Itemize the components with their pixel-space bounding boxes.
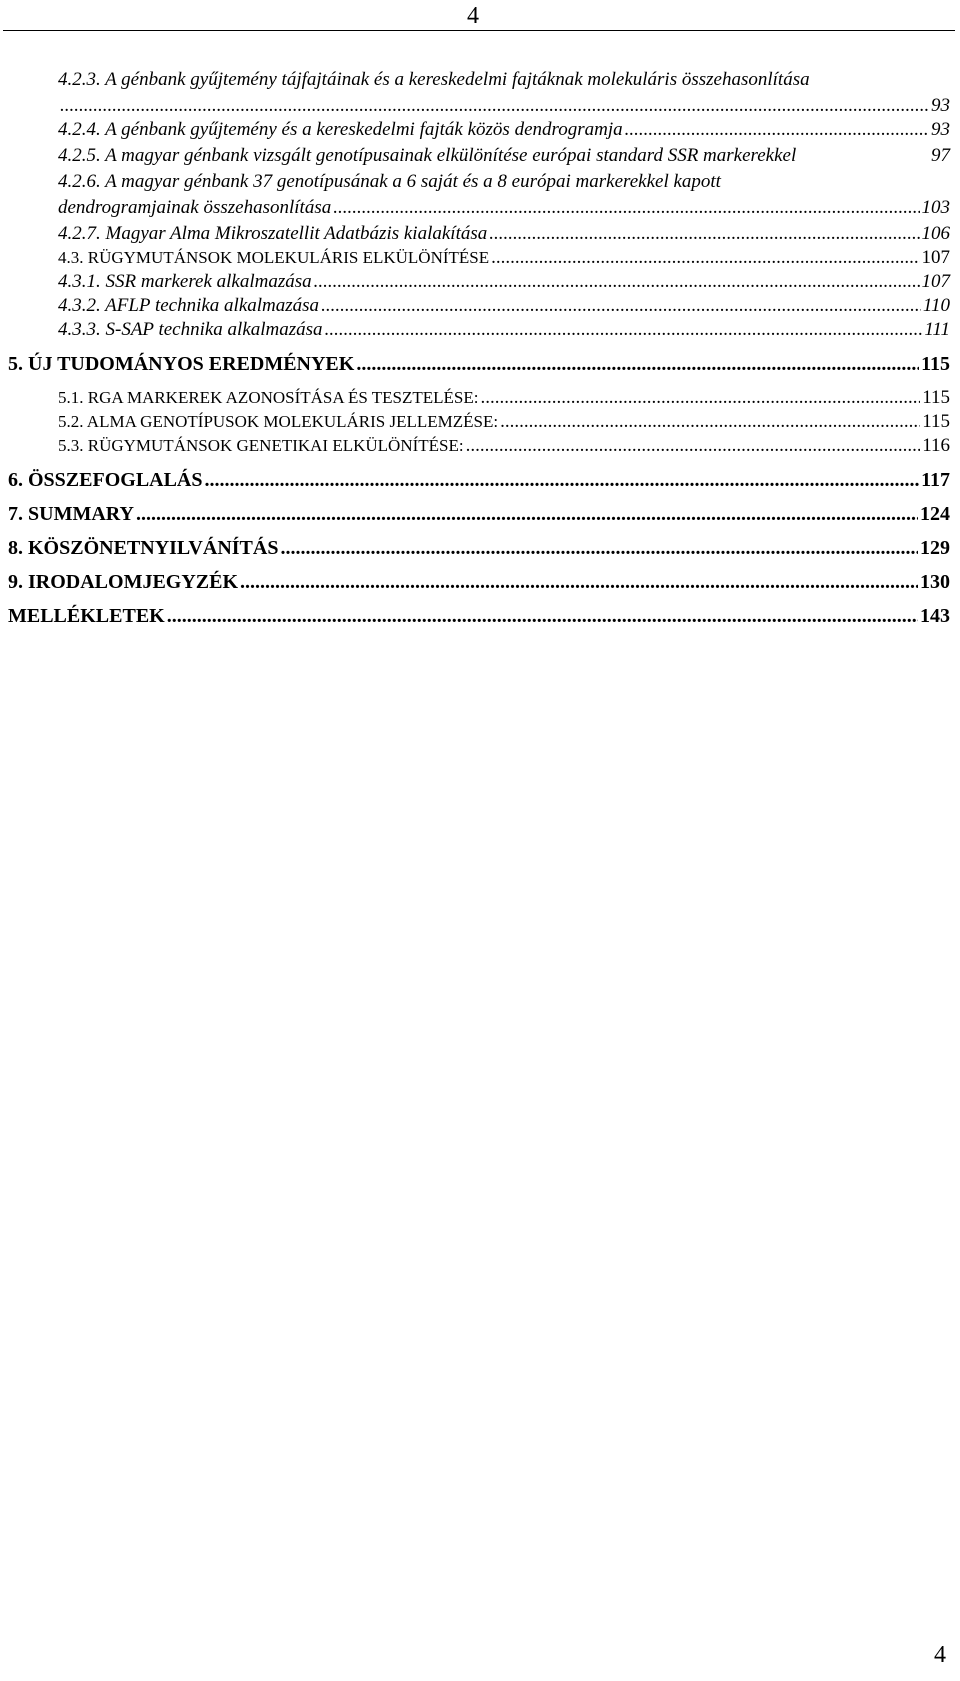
toc-page-number: 117	[921, 469, 950, 491]
toc-entry-label: 4.3. RÜGYMUTÁNSOK MOLEKULÁRIS ELKÜLÖNÍTÉSE	[58, 248, 490, 267]
toc-entry-label: 4.3.1. SSR markerek alkalmazása	[58, 271, 312, 292]
toc-entry-row	[8, 605, 950, 628]
toc-entry-label: 5. ÚJ TUDOMÁNYOS EREDMÉNYEK	[8, 353, 355, 375]
toc-leader-dots	[167, 605, 918, 628]
toc-entry-label: 4.2.6. A magyar génbank 37 genotípusának a 6 saját és a 8 európai markerekkel kapott	[58, 171, 721, 192]
toc-leader-dots	[280, 537, 918, 560]
toc-page-number: 103	[921, 197, 950, 218]
toc-leader-dots	[480, 387, 920, 409]
toc-page-number: 143	[920, 605, 950, 627]
toc-page-number: 93	[931, 95, 950, 116]
toc-entry-row	[58, 145, 950, 167]
toc-leader-dots	[325, 319, 923, 341]
toc-entry-label: 5.3. RÜGYMUTÁNSOK GENETIKAI ELKÜLÖNÍTÉSE:	[58, 436, 464, 455]
toc-entry-label: MELLÉKLETEK	[8, 605, 165, 627]
toc-leader-dots	[489, 223, 919, 245]
toc-leader-dots	[356, 353, 919, 376]
toc-entry-label: 9. IRODALOMJEGYZÉK	[8, 571, 239, 593]
toc-page-number: 97	[931, 145, 950, 166]
toc-entry-row	[8, 503, 950, 526]
toc-entry-label: 4.2.5. A magyar génbank vizsgált genotípusainak elkülönítése európai standard SSR markerekkel	[58, 145, 797, 166]
header-rule	[3, 30, 955, 31]
toc-entry-label: 4.2.3. A génbank gyűjtemény tájfajtáinak és a kereskedelmi fajtáknak molekuláris összehasonlítása	[58, 69, 810, 90]
toc-page-number: 115	[921, 353, 950, 375]
toc-page-number: 106	[921, 223, 950, 244]
toc-entry-label-cont: dendrogramjainak összehasonlítása	[58, 197, 332, 218]
toc-entry-row	[8, 537, 950, 560]
toc-leader-dots	[500, 411, 920, 433]
toc-page-number: 93	[931, 119, 950, 140]
toc-page-number: 124	[920, 503, 950, 525]
toc-entry-label: 7. SUMMARY	[8, 503, 134, 525]
toc-leader-dots	[321, 295, 921, 317]
toc-entry-label: 4.3.2. AFLP technika alkalmazása	[58, 295, 320, 316]
toc-entry-row	[58, 119, 950, 141]
toc-leader-dots	[491, 247, 919, 269]
toc-entry-row	[58, 387, 950, 409]
toc-entry-row	[58, 319, 950, 341]
toc-page-number: 115	[922, 411, 950, 432]
toc-entry-label: 6. ÖSSZEFOGLALÁS	[8, 469, 203, 491]
toc-entry-row	[58, 223, 950, 245]
toc-entry-label: 5.1. RGA MARKEREK AZONOSÍTÁSA ÉS TESZTELÉSE:	[58, 388, 479, 407]
toc-page-number: 111	[924, 319, 950, 340]
toc-page-number: 107	[921, 247, 950, 268]
toc-leader-dots	[333, 197, 919, 219]
toc-leader-dots	[625, 119, 929, 141]
toc-entry-row	[58, 295, 950, 317]
toc-page-number: 115	[922, 387, 950, 408]
toc-entry-row	[58, 95, 950, 117]
toc-leader-dots	[314, 271, 920, 293]
toc-entry-label: 5.2. ALMA GENOTÍPUSOK MOLEKULÁRIS JELLEMZÉSE:	[58, 412, 499, 431]
toc-entry-label: 4.2.7. Magyar Alma Mikroszatellit Adatbázis kialakítása	[58, 223, 488, 244]
toc-entry-row	[58, 197, 950, 219]
toc-page-number: 129	[920, 537, 950, 559]
toc-leader-dots	[205, 469, 920, 492]
toc-entry-label: 4.2.4. A génbank gyűjtemény és a kereskedelmi fajták közös dendrogramja	[58, 119, 623, 140]
toc-entry-row	[58, 411, 950, 433]
toc-page-number: 116	[922, 435, 950, 456]
toc-entry-row	[58, 271, 950, 293]
toc-entry-label: 4.3.3. S-SAP technika alkalmazása	[58, 319, 323, 340]
toc-page-number: 130	[920, 571, 950, 593]
toc-leader-dots	[60, 95, 929, 117]
header-page-number: 4	[467, 3, 479, 29]
footer-page-number: 4	[934, 1642, 946, 1668]
toc-entry-row	[58, 247, 950, 269]
toc-entry-row	[8, 571, 950, 594]
toc-entry-row	[58, 435, 950, 457]
toc-leader-dots	[240, 571, 918, 594]
toc-entry-row	[8, 469, 950, 492]
toc-entry-label: 8. KÖSZÖNETNYILVÁNÍTÁS	[8, 537, 279, 559]
toc-page-number: 110	[922, 295, 950, 316]
toc-page-number: 107	[921, 271, 950, 292]
toc-leader-dots	[466, 435, 921, 457]
toc-entry-row	[8, 353, 950, 376]
toc-leader-dots	[136, 503, 918, 526]
